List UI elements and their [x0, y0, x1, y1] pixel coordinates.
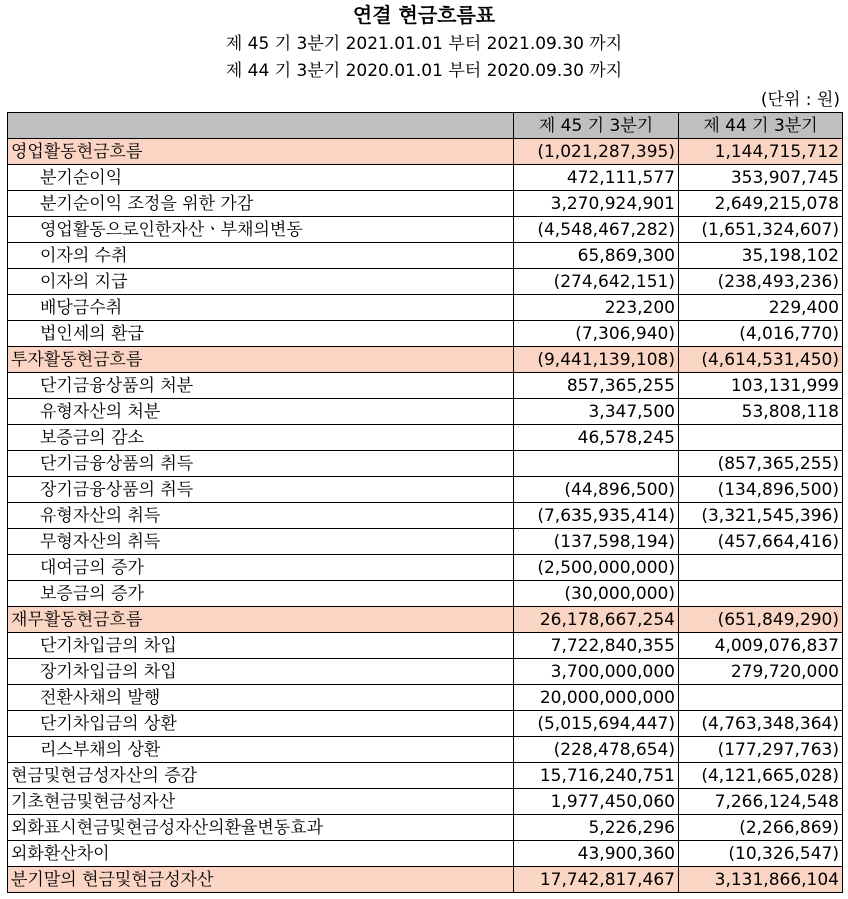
- row-label: 단기금융상품의 취득: [8, 451, 514, 477]
- prior-period-value: (238,493,236): [679, 269, 843, 295]
- table-row: [8, 269, 843, 295]
- header-account: [8, 113, 514, 139]
- table-row: [8, 841, 843, 867]
- row-label: 보증금의 감소: [8, 425, 514, 451]
- current-period-value: 5,226,296: [514, 815, 679, 841]
- statement-title: 연결 현금흐름표: [352, 3, 496, 27]
- table-row: [8, 685, 843, 711]
- prior-period-value: 279,720,000: [679, 659, 843, 685]
- row-label: 무형자산의 취득: [8, 529, 514, 555]
- current-period-value: (1,021,287,395): [514, 139, 679, 165]
- table-header-row: [8, 113, 843, 139]
- table-row: [8, 243, 843, 269]
- row-label: 전환사채의 발행: [8, 685, 514, 711]
- prior-period-value: [679, 555, 843, 581]
- current-period-value: (5,015,694,447): [514, 711, 679, 737]
- prior-period-value: (10,326,547): [679, 841, 843, 867]
- row-label: 외화환산차이: [8, 841, 514, 867]
- table-row: [8, 737, 843, 763]
- row-label: 분기순이익: [8, 165, 514, 191]
- row-label: 분기순이익 조정을 위한 가감: [8, 191, 514, 217]
- prior-period-value: (134,896,500): [679, 477, 843, 503]
- row-label: 이자의 수취: [8, 243, 514, 269]
- current-period-value: 3,270,924,901: [514, 191, 679, 217]
- table-row: [8, 815, 843, 841]
- current-period-value: 15,716,240,751: [514, 763, 679, 789]
- prior-period-value: 3,131,866,104: [679, 867, 843, 893]
- row-label: 배당금수취: [8, 295, 514, 321]
- row-label: 단기차입금의 상환: [8, 711, 514, 737]
- row-label: 영업활동현금흐름: [8, 139, 514, 165]
- cash-flow-table: [7, 112, 843, 893]
- unit-label: (단위 : 원): [760, 90, 840, 110]
- current-period-value: (44,896,500): [514, 477, 679, 503]
- prior-period-value: (4,016,770): [679, 321, 843, 347]
- table-row: [8, 451, 843, 477]
- current-period-value: 26,178,667,254: [514, 607, 679, 633]
- row-label: 리스부채의 상환: [8, 737, 514, 763]
- current-period-value: 46,578,245: [514, 425, 679, 451]
- current-period-value: 857,365,255: [514, 373, 679, 399]
- prior-period-value: (457,664,416): [679, 529, 843, 555]
- prior-period-value: (3,321,545,396): [679, 503, 843, 529]
- row-label: 현금및현금성자산의 증감: [8, 763, 514, 789]
- table-row: [8, 477, 843, 503]
- row-label: 분기말의 현금및현금성자산: [8, 867, 514, 893]
- prior-period-value: (651,849,290): [679, 607, 843, 633]
- header-current-period: 제 45 기 3분기: [514, 113, 679, 139]
- current-period-value: (7,635,935,414): [514, 503, 679, 529]
- table-row: [8, 321, 843, 347]
- row-label: 법인세의 환급: [8, 321, 514, 347]
- current-period-value: 1,977,450,060: [514, 789, 679, 815]
- prior-period-value: [679, 581, 843, 607]
- period-current: 제 45 기 3분기 2021.01.01 부터 2021.09.30 까지: [225, 34, 623, 54]
- section-row: [8, 867, 843, 893]
- row-label: 영업활동으로인한자산ㆍ부채의변동: [8, 217, 514, 243]
- current-period-value: (228,478,654): [514, 737, 679, 763]
- current-period-value: 43,900,360: [514, 841, 679, 867]
- table-row: [8, 581, 843, 607]
- current-period-value: (9,441,139,108): [514, 347, 679, 373]
- row-label: 기초현금및현금성자산: [8, 789, 514, 815]
- current-period-value: 3,700,000,000: [514, 659, 679, 685]
- current-period-value: [514, 451, 679, 477]
- table-row: [8, 217, 843, 243]
- prior-period-value: 229,400: [679, 295, 843, 321]
- row-label: 대여금의 증가: [8, 555, 514, 581]
- prior-period-value: 7,266,124,548: [679, 789, 843, 815]
- current-period-value: (137,598,194): [514, 529, 679, 555]
- current-period-value: (4,548,467,282): [514, 217, 679, 243]
- current-period-value: 65,869,300: [514, 243, 679, 269]
- current-period-value: 7,722,840,355: [514, 633, 679, 659]
- current-period-value: 20,000,000,000: [514, 685, 679, 711]
- row-label: 유형자산의 처분: [8, 399, 514, 425]
- current-period-value: (7,306,940): [514, 321, 679, 347]
- table-row: [8, 763, 843, 789]
- prior-period-value: (4,121,665,028): [679, 763, 843, 789]
- row-label: 투자활동현금흐름: [8, 347, 514, 373]
- prior-period-value: [679, 685, 843, 711]
- section-row: [8, 139, 843, 165]
- table-row: [8, 711, 843, 737]
- prior-period-value: (4,763,348,364): [679, 711, 843, 737]
- table-row: [8, 165, 843, 191]
- prior-period-value: 53,808,118: [679, 399, 843, 425]
- table-row: [8, 373, 843, 399]
- prior-period-value: 2,649,215,078: [679, 191, 843, 217]
- period-prior: 제 44 기 3분기 2020.01.01 부터 2020.09.30 까지: [225, 61, 623, 81]
- row-label: 유형자산의 취득: [8, 503, 514, 529]
- prior-period-value: (177,297,763): [679, 737, 843, 763]
- row-label: 단기금융상품의 처분: [8, 373, 514, 399]
- current-period-value: 472,111,577: [514, 165, 679, 191]
- prior-period-value: [679, 425, 843, 451]
- current-period-value: 17,742,817,467: [514, 867, 679, 893]
- row-label: 보증금의 증가: [8, 581, 514, 607]
- row-label: 이자의 지급: [8, 269, 514, 295]
- row-label: 장기금융상품의 취득: [8, 477, 514, 503]
- table-row: [8, 425, 843, 451]
- table-row: [8, 295, 843, 321]
- prior-period-value: (857,365,255): [679, 451, 843, 477]
- prior-period-value: 1,144,715,712: [679, 139, 843, 165]
- prior-period-value: 4,009,076,837: [679, 633, 843, 659]
- table-row: [8, 399, 843, 425]
- section-row: [8, 347, 843, 373]
- prior-period-value: (4,614,531,450): [679, 347, 843, 373]
- prior-period-value: 353,907,745: [679, 165, 843, 191]
- prior-period-value: (2,266,869): [679, 815, 843, 841]
- table-row: [8, 503, 843, 529]
- table-row: [8, 789, 843, 815]
- row-label: 외화표시현금및현금성자산의환율변동효과: [8, 815, 514, 841]
- prior-period-value: 103,131,999: [679, 373, 843, 399]
- current-period-value: (30,000,000): [514, 581, 679, 607]
- table-row: [8, 529, 843, 555]
- table-row: [8, 659, 843, 685]
- table-row: [8, 633, 843, 659]
- row-label: 재무활동현금흐름: [8, 607, 514, 633]
- current-period-value: 223,200: [514, 295, 679, 321]
- table-row: [8, 191, 843, 217]
- current-period-value: (274,642,151): [514, 269, 679, 295]
- row-label: 장기차입금의 차입: [8, 659, 514, 685]
- current-period-value: (2,500,000,000): [514, 555, 679, 581]
- prior-period-value: 35,198,102: [679, 243, 843, 269]
- table-row: [8, 555, 843, 581]
- row-label: 단기차입금의 차입: [8, 633, 514, 659]
- current-period-value: 3,347,500: [514, 399, 679, 425]
- prior-period-value: (1,651,324,607): [679, 217, 843, 243]
- section-row: [8, 607, 843, 633]
- header-prior-period: 제 44 기 3분기: [679, 113, 843, 139]
